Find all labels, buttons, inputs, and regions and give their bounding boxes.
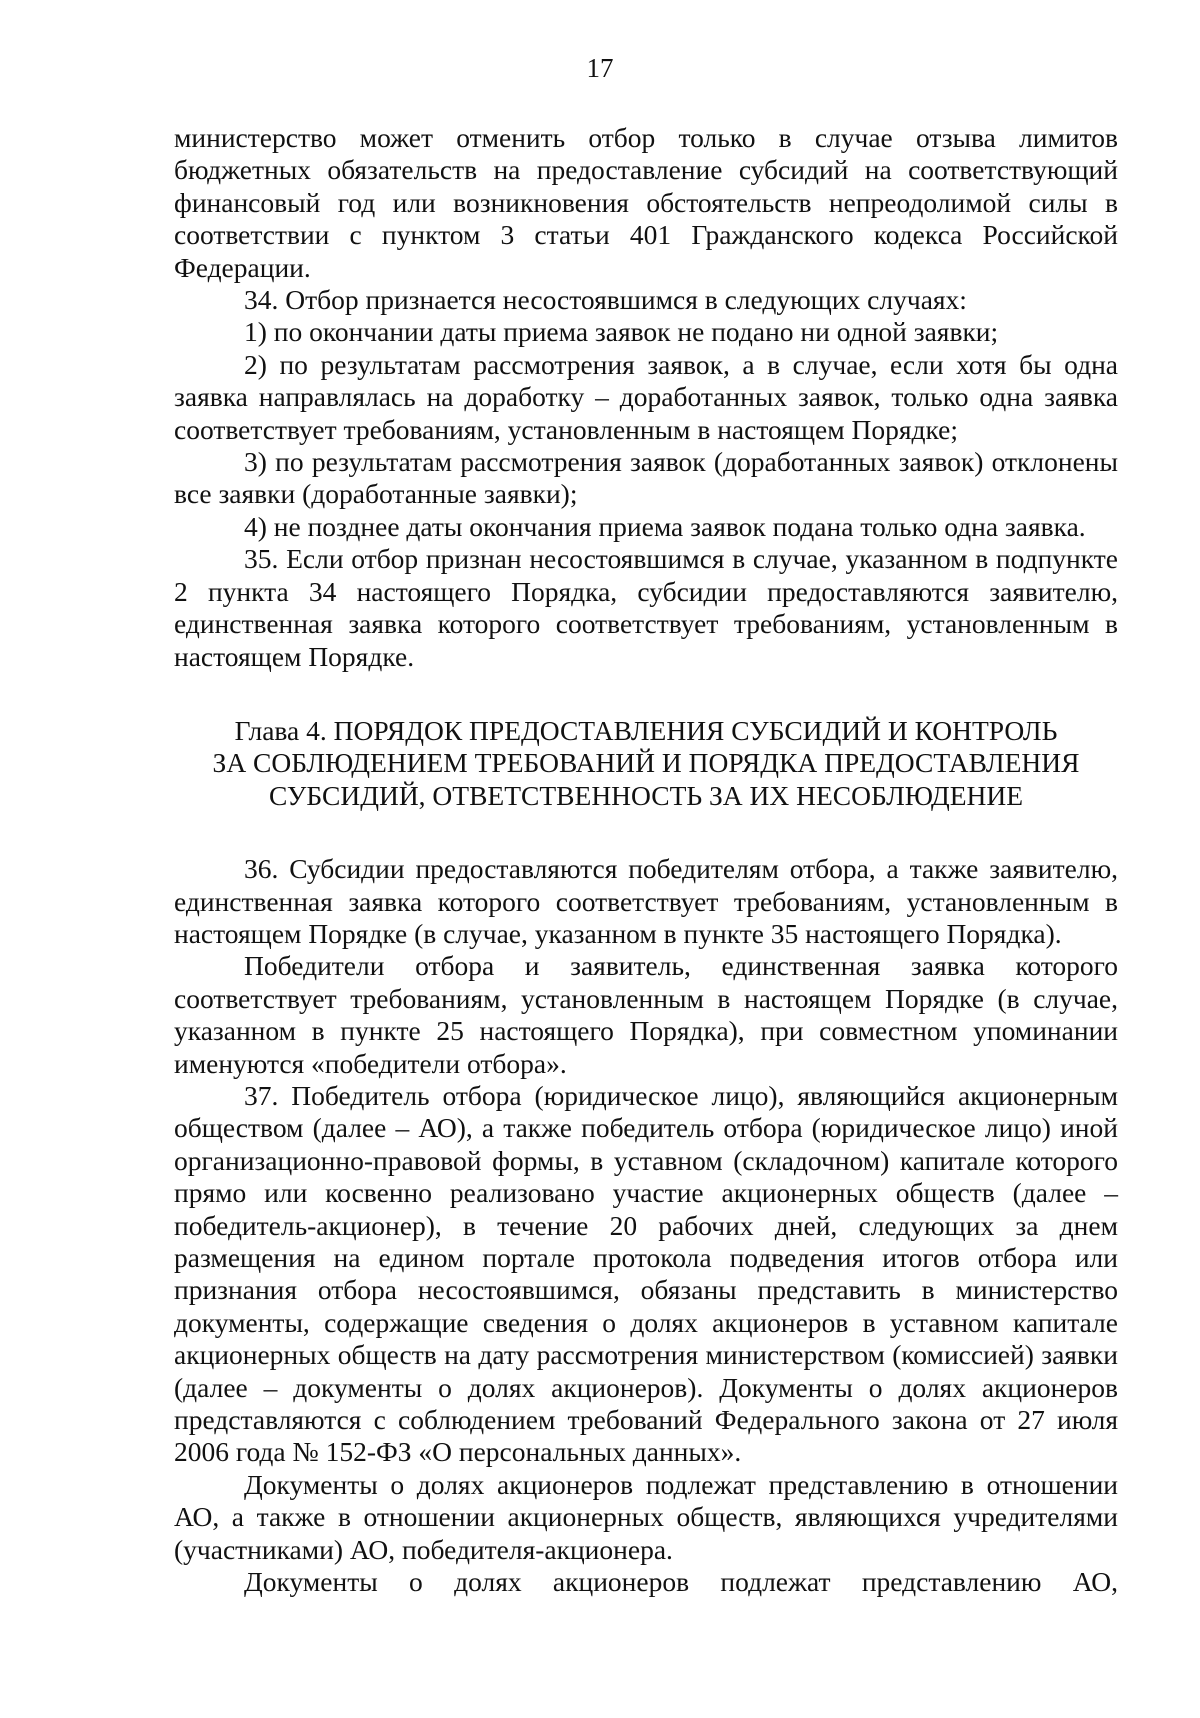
paragraph-37: 37. Победитель отбора (юридическое лицо), являющийся акционерным обществом (далее – АО), а также победитель отбора (юридическое лицо) иной организационно-правовой формы, в уставном (складочном) капитале которого прямо или косвенно реализовано участие акционерных обществ (далее – победитель-акционер), в течение 20 рабочих дней, следующих за днем размещения на едином портале протокола подведения итогов отбора или признания отбора несостоявшимся, обязаны представить в министерство документы, содержащие сведения о долях акционеров в уставном капитале акционерных обществ на дату рассмотрения министерством (комиссией) заявки (далее – документы о долях акционеров). Документы о долях акционеров представляются с соблюдением требований Федерального закона от 27 июля 2006 года № 152-ФЗ «О персональных данных». <box>174 1079 1118 1468</box>
paragraph-winners-definition: Победители отбора и заявитель, единственная заявка которого соответствует требованиям, установленным в настоящем Порядке (в случае, указанном в пункте 25 настоящего Порядка), при совместном упоминании именуются «победители отбора». <box>174 950 1118 1079</box>
page-number: 17 <box>586 53 614 83</box>
paragraph-34-item-1: 1) по окончании даты приема заявок не подано ни одной заявки; <box>244 316 999 348</box>
paragraph-35: 35. Если отбор признан несостоявшимся в случае, указанном в подпункте 2 пункта 34 настоящего Порядка, субсидии предоставляются заявителю, единственная заявка которого соответствует требованиям, установленным в настоящем Порядке. <box>174 543 1118 672</box>
paragraph-34-item-3: 3) по результатам рассмотрения заявок (доработанных заявок) отклонены все заявки (доработанные заявки); <box>174 446 1118 510</box>
paragraph-final-fragment: Документы о долях акционеров подлежат представлению АО, <box>244 1566 1118 1598</box>
document-body <box>174 122 1118 1598</box>
paragraph-shareholder-documents: Документы о долях акционеров подлежат представлению в отношении АО, а также в отношении акционерных обществ, являющихся учредителями (участниками) АО, победителя-акционера. <box>174 1468 1118 1565</box>
paragraph-34-item-4: 4) не позднее даты окончания приема заявок подана только одна заявка. <box>244 510 1086 542</box>
paragraph-34: 34. Отбор признается несостоявшимся в следующих случаях: <box>244 284 967 316</box>
paragraph-36: 36. Субсидии предоставляются победителям отбора, а также заявителю, единственная заявка которого соответствует требованиям, установленным в настоящем Порядке (в случае, указанном в пункте 35 настоящего Порядка). <box>174 853 1118 949</box>
chapter-heading-line-1: Глава 4. ПОРЯДОК ПРЕДОСТАВЛЕНИЯ СУБСИДИЙ И КОНТРОЛЬ <box>234 714 1058 746</box>
chapter-heading <box>174 715 1118 812</box>
paragraph-34-item-2: 2) по результатам рассмотрения заявок, а в случае, если хотя бы одна заявка направлялась на доработку – доработанных заявок, только одна заявка соответствует требованиям, установленным в настоящем Порядке; <box>174 348 1118 445</box>
paragraph-continuation: министерство может отменить отбор только в случае отзыва лимитов бюджетных обязательств на предоставление субсидий на соответствующий финансовый год или возникновения обстоятельств непреодолимой силы в соответствии с пунктом 3 статьи 401 Гражданского кодекса Российской Федерации. <box>174 122 1118 283</box>
chapter-heading-line-3: СУБСИДИЙ, ОТВЕТСТВЕННОСТЬ ЗА ИХ НЕСОБЛЮДЕНИЕ <box>268 779 1024 811</box>
chapter-heading-line-2: ЗА СОБЛЮДЕНИЕМ ТРЕБОВАНИЙ И ПОРЯДКА ПРЕДОСТАВЛЕНИЯ <box>212 747 1080 779</box>
